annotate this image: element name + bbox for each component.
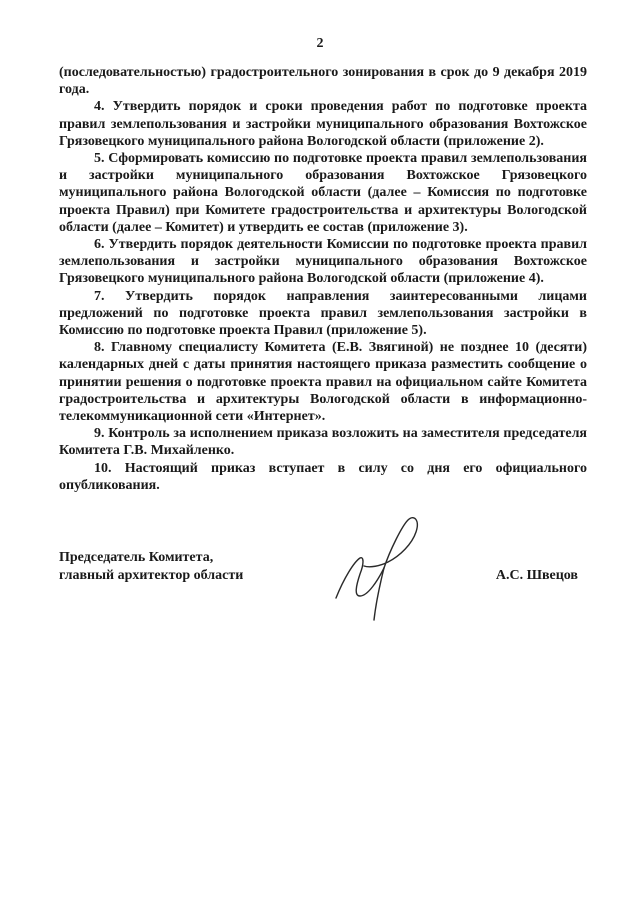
paragraph-item-6: 6. Утвердить порядок деятельности Комиссии по подготовке проекта правил землепользования и застройки муниципального образования Вохтожское Грязовецкого муниципального района Вологодской области (приложение 4).: [59, 237, 587, 287]
paragraph-item-9: 9. Контроль за исполнением приказа возложить на заместителя председателя Комитета Г.В. Михайленко.: [59, 426, 587, 459]
order-body: [59, 64, 587, 494]
paragraph-item-4: 4. Утвердить порядок и сроки проведения работ по подготовке проекта правил землепользования и застройки муниципального образования Вохтожское Грязовецкого муниципального района Вологодской области (приложение 2).: [59, 99, 587, 149]
signatory-name: А.С. Швецов: [495, 568, 578, 583]
signatory-position-line1: Председатель Комитета,: [59, 550, 214, 565]
paragraph-item-8: 8. Главному специалисту Комитета (Е.В. Звягиной) не позднее 10 (десяти) календарных дней с даты принятия настоящего приказа разместить сообщение о принятии решения о подготовке проекта правил на официальном сайте Комитета градостроительства и архитектуры Вологодской области в информационно-телекоммуникационной сети «Интернет».: [59, 340, 587, 425]
signatory-position: [59, 549, 243, 585]
signatory-position-line2: главный архитектор области: [59, 568, 244, 583]
paragraph-item-7: 7. Утвердить порядок направления заинтересованными лицами предложений по подготовке проекта правил землепользования застройки в Комиссию по подготовке проекта Правил (приложение 5).: [59, 288, 587, 339]
paragraph-item-10: 10. Настоящий приказ вступает в силу со дня его официального опубликования.: [59, 460, 587, 493]
handwritten-signature: [330, 512, 430, 624]
paragraph-continuation: (последовательностью) градостроительного зонирования в срок до 9 декабря 2019 года.: [59, 65, 587, 98]
page-number: 2: [316, 36, 324, 51]
paragraph-item-5: 5. Сформировать комиссию по подготовке проекта правил землепользования и застройки муниципального образования Вохтожское Грязовецкого муниципального района Вологодской области (далее – Комиссия по подготовке проекта Правил) при Комитете градостроительства и архитектуры Вологодской области (далее – Комитет) и утвердить ее состав (приложение 3).: [59, 151, 587, 235]
